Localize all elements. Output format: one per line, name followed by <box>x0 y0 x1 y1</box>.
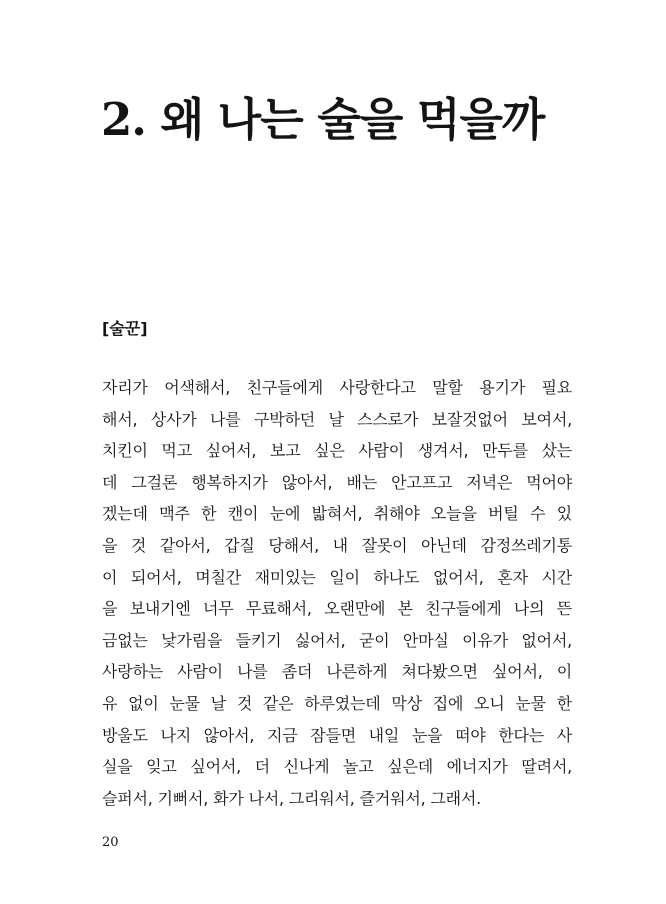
body-line: 자리가 어색해서, 친구들에게 사랑한다고 말할 용기가 필요 <box>102 378 572 397</box>
body-line: 을 보내기엔 너무 무료해서, 오랜만에 본 친구들에게 나의 뜬 <box>102 599 572 619</box>
body-line: 방울도 나지 않아서, 지금 잠들면 내일 눈을 떠야 한다는 사 <box>102 725 572 745</box>
chapter-title: 2. 왜 나는 술을 먹을까 <box>101 93 545 146</box>
body-line: 사랑하는 사람이 나를 좀더 나른하게 쳐다봤으면 싶어서, 이 <box>102 662 572 682</box>
body-line: 이 되어서, 며칠간 재미있는 일이 하나도 없어서, 혼자 시간 <box>102 567 572 587</box>
body-line: 슬퍼서, 기뻐서, 화가 나서, 그리워서, 즐거워서, 그래서. <box>102 788 482 808</box>
body-line: 치킨이 먹고 싶어서, 보고 싶은 사람이 생겨서, 만두를 샀는 <box>102 441 572 461</box>
body-line: 을 것 같아서, 갑질 당해서, 내 잘못이 아닌데 감정쓰레기통 <box>102 535 572 555</box>
body-line: 금없는 낯가림을 들키기 싫어서, 굳이 안마실 이유가 없어서, <box>102 630 572 650</box>
body-line: 겠는데 맥주 한 캔이 눈에 밟혀서, 취해야 오늘을 버틸 수 있 <box>102 504 572 524</box>
section-heading: [술꾼] <box>102 319 148 338</box>
body-line: 해서, 상사가 나를 구박하던 날 스스로가 보잘것없어 보여서, <box>102 409 572 429</box>
body-line: 데 그걸론 행복하지가 않아서, 배는 안고프고 저녁은 먹어야 <box>102 472 572 492</box>
body-line: 유 없이 눈물 날 것 같은 하루였는데 막상 집에 오니 눈물 한 <box>102 693 572 713</box>
body-line: 실을 잊고 싶어서, 더 신나게 놀고 싶은데 에너지가 딸려서, <box>102 757 572 777</box>
body-paragraph <box>102 372 572 814</box>
page-number: 20 <box>102 835 119 850</box>
